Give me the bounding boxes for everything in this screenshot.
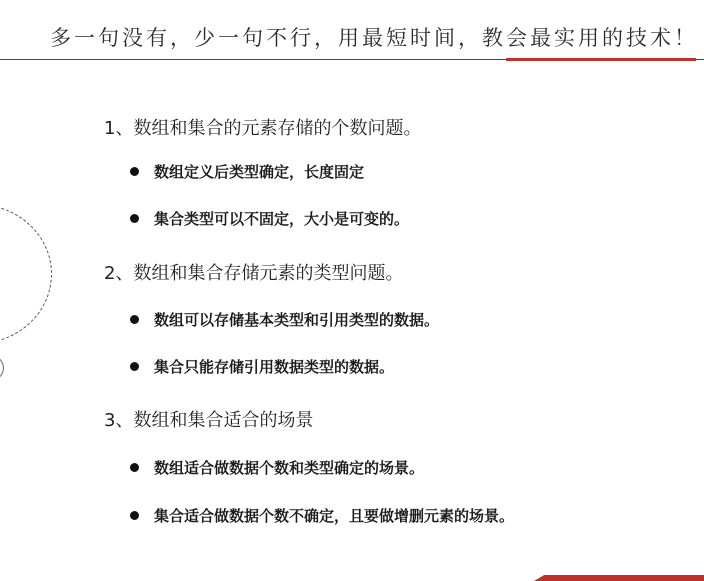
section-heading: 2、数组和集合存储元素的类型问题。 (104, 263, 404, 284)
decorative-dashed-circle (0, 204, 52, 344)
bullet-item (130, 356, 394, 377)
bullet-dot-icon (130, 362, 139, 371)
bullet-text: 数组定义后类型确定，长度固定 (154, 163, 365, 181)
bullet-text: 集合适合做数据个数不确定，且要做增删元素的场景。 (154, 507, 515, 525)
decorative-inner-circle (0, 352, 4, 384)
header-accent-bar (506, 58, 696, 61)
bullet-item (130, 208, 409, 229)
bullet-item (130, 505, 514, 526)
bullet-text: 集合类型可以不固定，大小是可变的。 (154, 210, 410, 228)
header-slogan: 多一句没有，少一句不行，用最短时间，教会最实用的技术！ (50, 26, 698, 50)
section-heading: 3、数组和集合适合的场景 (104, 410, 314, 431)
bullet-dot-icon (130, 167, 139, 176)
bullet-text: 数组适合做数据个数和类型确定的场景。 (154, 459, 425, 477)
bullet-item (130, 309, 439, 330)
bullet-dot-icon (130, 511, 139, 520)
section-heading: 1、数组和集合的元素存储的个数问题。 (104, 118, 422, 139)
bullet-text: 集合只能存储引用数据类型的数据。 (154, 358, 395, 376)
footer-accent-bar (534, 575, 704, 581)
bullet-item (130, 161, 364, 182)
bullet-dot-icon (130, 214, 139, 223)
bullet-dot-icon (130, 315, 139, 324)
bullet-item (130, 457, 424, 478)
bullet-dot-icon (130, 463, 139, 472)
bullet-text: 数组可以存储基本类型和引用类型的数据。 (154, 311, 440, 329)
